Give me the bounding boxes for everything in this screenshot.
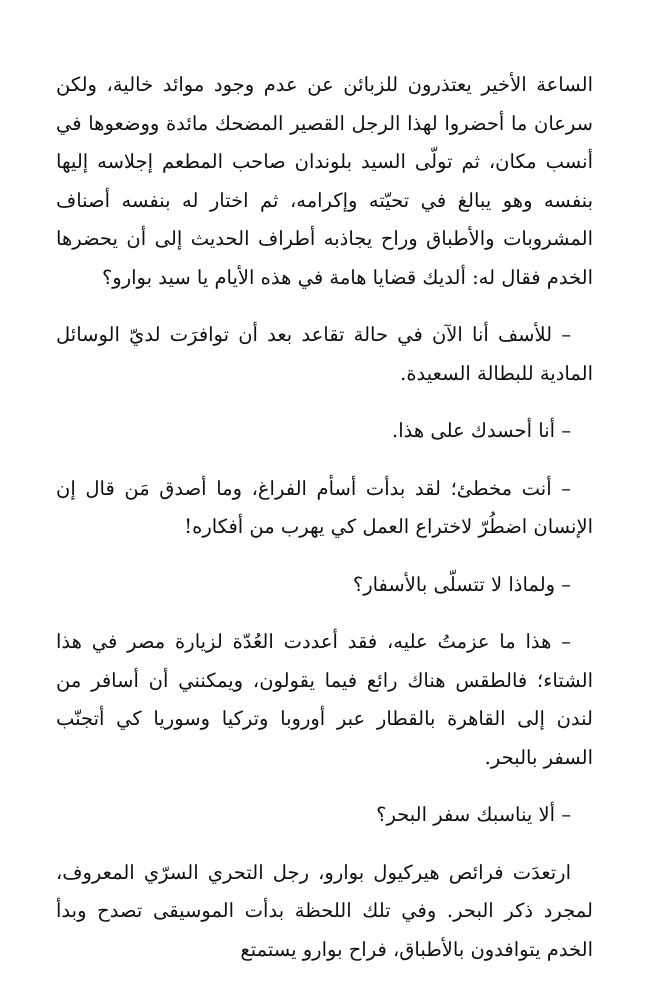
- paragraph-narration: الساعة الأخير يعتذرون للزبائن عن عدم وجود موائد خالية، ولكن سرعان ما أحضروا لهذا الرجل القصير المضحك مائدة ووضعوها في أنسب مكان، ثم تولّى السيد بلوندان صاحب المطعم إجلاسه إليها بنفسه وهو يبالغ في تحيّته وإكرامه، ثم اختار له بنفسه أصناف المشروبات والأطباق وراح يجاذبه أطراف الحديث إلى أن يحضرها الخدم فقال له: ألديك قضايا هامة في هذه الأيام يا سيد بوارو؟: [56, 73, 593, 289]
- paragraph-dialogue: – ألا يناسبك سفر البحر؟: [376, 803, 571, 826]
- paragraph-dialogue: – للأسف أنا الآن في حالة تقاعد بعد أن توافرَت لديّ الوسائل المادية للبطالة السعيدة.: [56, 323, 593, 385]
- paragraph-narration: ارتعدَت فرائص هيركيول بوارو، رجل التحري السرّي المعروف، لمجرد ذكر البحر. وفي تلك اللحظة بدأت الموسيقى تصدح وبدأ الخدم يتوافدون بالأطباق، فراح بوارو يستمتع: [56, 860, 593, 961]
- paragraph-dialogue: – هذا ما عزمتُ عليه، فقد أعددت العُدّة لزيارة مصر في هذا الشتاء؛ فالطقس هناك رائع فيما يقولون، ويمكنني أن أسافر من لندن إلى القاهرة بالقطار عبر أوروبا وتركيا وسوريا كي أتجنّب السفر بالبحر.: [56, 630, 593, 769]
- paragraph-dialogue: – أنت مخطئ؛ لقد بدأت أسأم الفراغ، وما أصدق مَن قال إن الإنسان اضطُرّ لاختراع العمل كي يهرب من أفكاره!: [56, 476, 593, 538]
- paragraph-dialogue: – ولماذا لا تتسلّى بالأسفار؟: [352, 572, 571, 596]
- body-text: [56, 66, 593, 969]
- paragraph-dialogue: – أنا أحسدك على هذا.: [392, 419, 571, 442]
